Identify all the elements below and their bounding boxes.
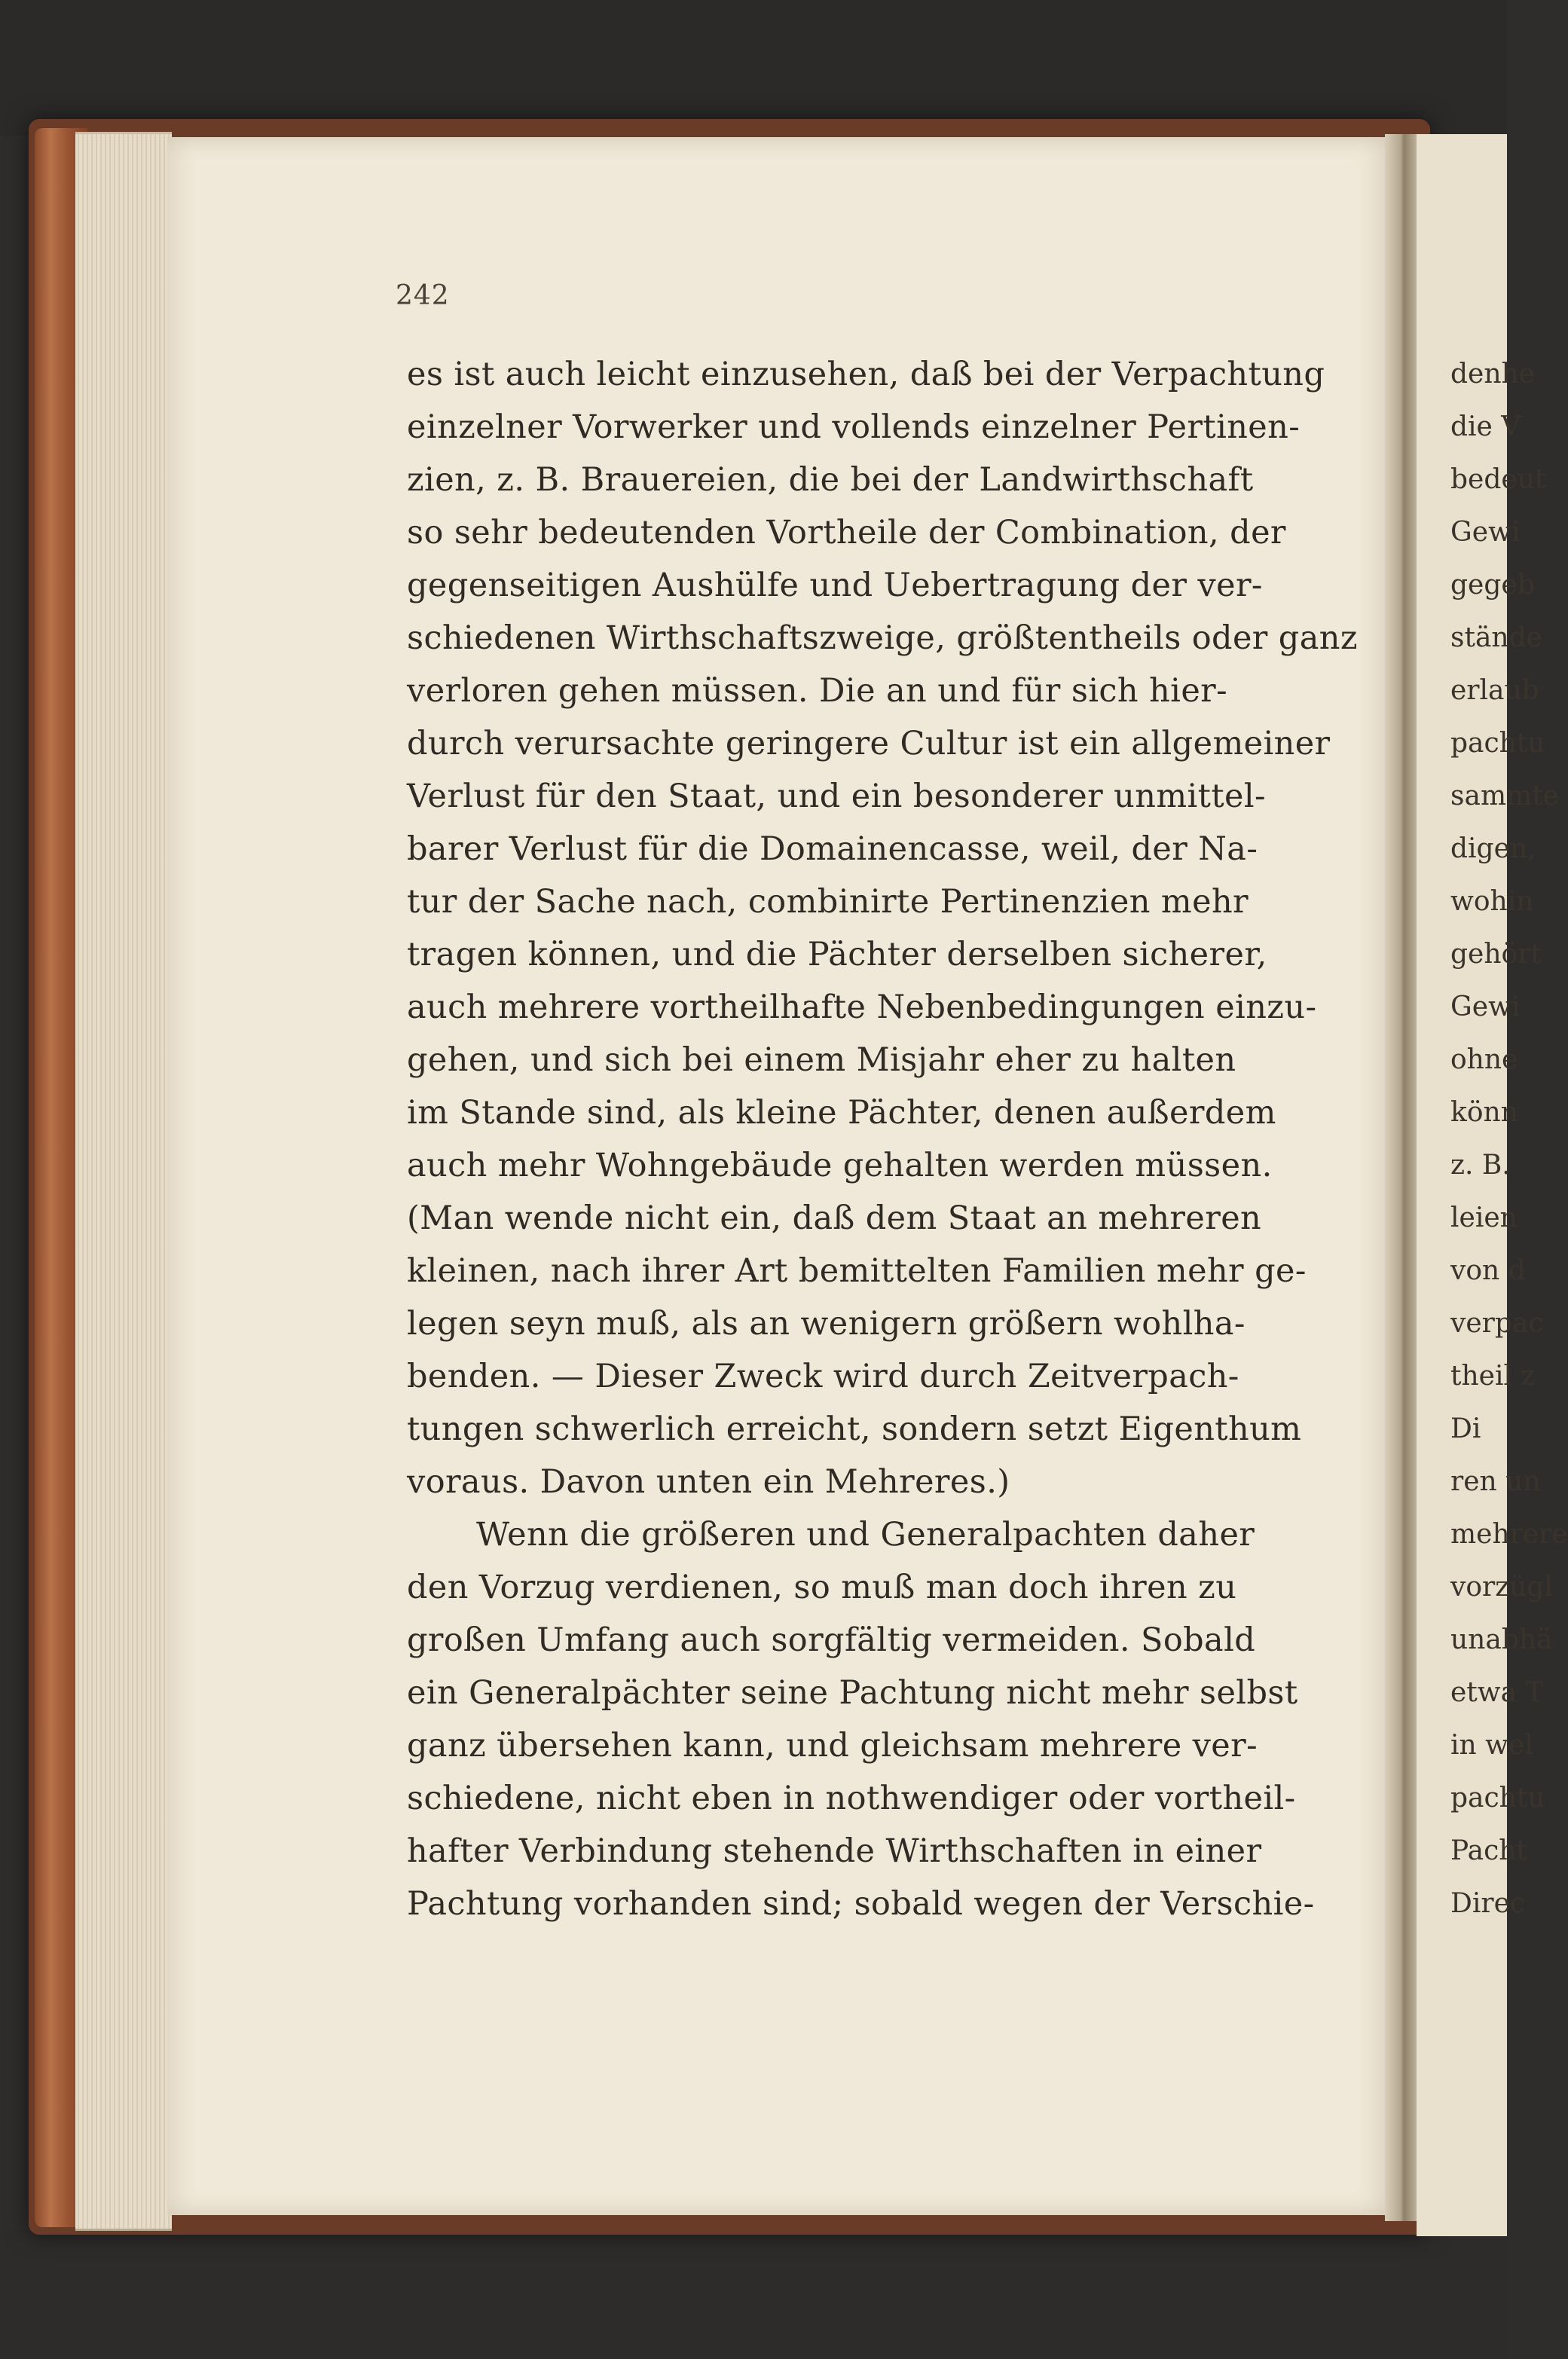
right-text-fragment: in wel — [1450, 1730, 1533, 1761]
text-line: schiedene, nicht eben in nothwendiger oder vortheil- — [407, 1780, 1296, 1817]
right-text-fragment: Direc — [1450, 1888, 1526, 1919]
text-line: tungen schwerlich erreicht, sondern setzt Eigenthum — [407, 1410, 1302, 1448]
right-text-fragment: denhe — [1450, 359, 1536, 390]
text-line: ein Generalpächter seine Pachtung nicht mehr selbst — [407, 1674, 1298, 1712]
text-line: auch mehrere vortheilhafte Nebenbedingungen einzu- — [407, 989, 1317, 1026]
text-line: es ist auch leicht einzusehen, daß bei der Verpachtung — [407, 356, 1325, 393]
right-text-fragment: theil z — [1450, 1361, 1536, 1392]
book-gutter — [1385, 134, 1420, 2221]
right-text-fragment: pachtu — [1450, 1783, 1545, 1814]
right-text-fragment: vorzügl — [1450, 1572, 1553, 1603]
right-text-fragment: verpac — [1450, 1308, 1544, 1339]
text-line: den Vorzug verdienen, so muß man doch ihren zu — [407, 1569, 1237, 1606]
text-line: Verlust für den Staat, und ein besonderer unmittel- — [407, 778, 1266, 815]
text-line: tur der Sache nach, combinirte Pertinenzien mehr — [407, 883, 1249, 921]
right-text-fragment: von d — [1450, 1255, 1526, 1286]
right-text-fragment: ohne — [1450, 1044, 1518, 1075]
right-page-text-fragments — [1450, 348, 1568, 1930]
right-text-fragment: etwa T — [1450, 1677, 1544, 1708]
text-line: durch verursachte geringere Cultur ist ein allgemeiner — [407, 725, 1331, 762]
page-number: 242 — [396, 280, 450, 311]
right-text-fragment: digen, — [1450, 833, 1536, 864]
scan-background-bottom — [0, 2230, 1507, 2359]
right-text-fragment: Di — [1450, 1413, 1481, 1444]
right-text-fragment: unabhä — [1450, 1624, 1553, 1655]
text-line: barer Verlust für die Domainencasse, weil, der Na- — [407, 830, 1258, 868]
text-line: tragen können, und die Pächter derselben sicherer, — [407, 936, 1267, 973]
right-text-fragment: Gewi — [1450, 992, 1521, 1022]
text-line: gegenseitigen Aushülfe und Uebertragung der ver- — [407, 567, 1263, 604]
scan-background-top — [0, 0, 1507, 136]
paragraph-start-line: Wenn die größeren und Generalpachten daher — [476, 1516, 1255, 1554]
text-line: zien, z. B. Brauereien, die bei der Landwirthschaft — [407, 461, 1254, 499]
text-line: (Man wende nicht ein, daß dem Staat an mehreren — [407, 1199, 1262, 1237]
right-text-fragment: wohin — [1450, 886, 1534, 917]
right-text-fragment: Gewi — [1450, 517, 1521, 548]
text-line: ganz übersehen kann, und gleichsam mehrere ver- — [407, 1727, 1258, 1765]
text-line: hafter Verbindung stehende Wirthschaften in einer — [407, 1832, 1262, 1870]
text-line: Pachtung vorhanden sind; sobald wegen der Verschie- — [407, 1885, 1315, 1923]
page-block-edges — [75, 132, 172, 2231]
text-line: legen seyn muß, als an wenigern größern wohlha- — [407, 1305, 1246, 1343]
right-text-fragment: bedeut — [1450, 464, 1546, 495]
text-line: auch mehr Wohngebäude gehalten werden müssen. — [407, 1147, 1273, 1184]
right-text-fragment: erlaub — [1450, 675, 1539, 706]
right-text-fragment: Pacht — [1450, 1835, 1527, 1866]
text-line: großen Umfang auch sorgfältig vermeiden. Sobald — [407, 1621, 1256, 1659]
right-text-fragment: sammte — [1450, 781, 1559, 811]
left-page-text — [407, 348, 1358, 1930]
text-line: verloren gehen müssen. Die an und für sich hier- — [407, 672, 1228, 710]
right-text-fragment: gegeb — [1450, 570, 1535, 600]
text-line: im Stande sind, als kleine Pächter, denen außerdem — [407, 1094, 1276, 1132]
right-text-fragment: die V — [1450, 411, 1521, 442]
right-text-fragment: stände — [1450, 622, 1542, 653]
right-text-fragment: z. B. — [1450, 1150, 1511, 1181]
right-text-fragment: leien — [1450, 1202, 1518, 1233]
text-line: schiedenen Wirthschaftszweige, größtentheils oder ganz — [407, 619, 1358, 657]
text-line: gehen, und sich bei einem Misjahr eher zu halten — [407, 1041, 1236, 1079]
right-text-fragment: mehrere — [1450, 1519, 1568, 1550]
right-text-fragment: gehört — [1450, 939, 1542, 970]
right-text-fragment: ren un — [1450, 1466, 1541, 1497]
right-text-fragment: könn — [1450, 1097, 1518, 1128]
text-line: so sehr bedeutenden Vortheile der Combination, der — [407, 514, 1286, 552]
text-line: benden. — Dieser Zweck wird durch Zeitverpach- — [407, 1358, 1239, 1395]
text-line: voraus. Davon unten ein Mehreres.) — [407, 1463, 1010, 1501]
right-text-fragment: pachtu — [1450, 728, 1545, 759]
text-line: einzelner Vorwerker und vollends einzelner Pertinen- — [407, 408, 1301, 446]
text-line: kleinen, nach ihrer Art bemittelten Familien mehr ge- — [407, 1252, 1307, 1290]
